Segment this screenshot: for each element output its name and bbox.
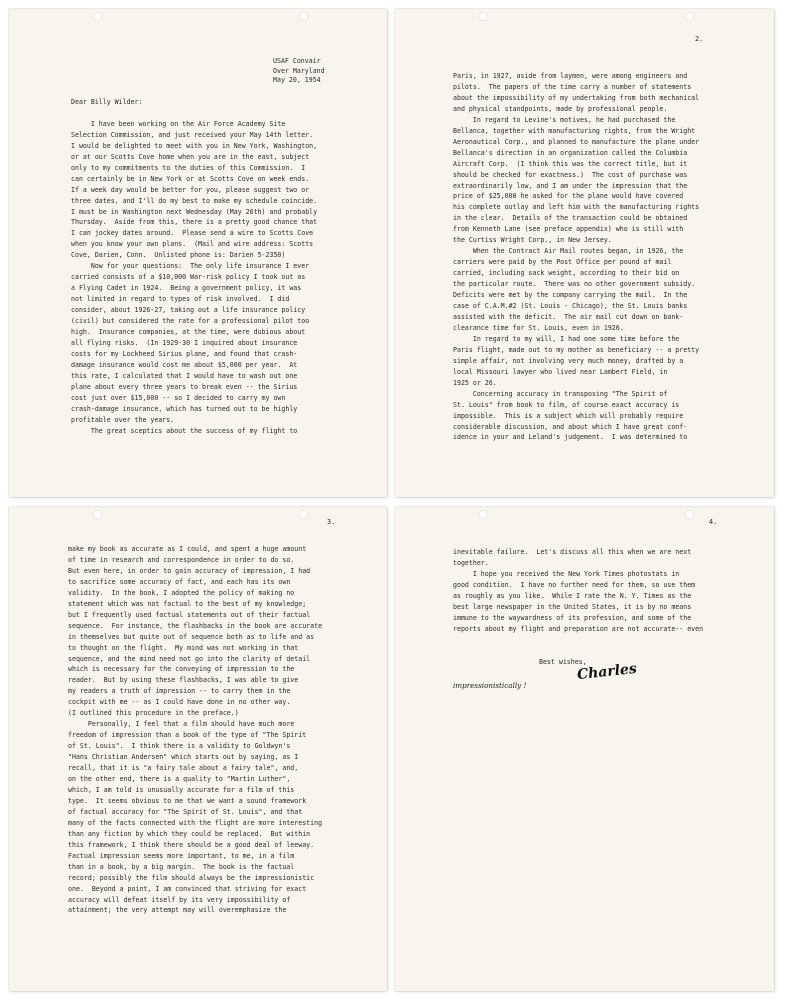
punch-hole bbox=[685, 510, 694, 519]
punch-hole bbox=[685, 12, 694, 21]
dateline: USAF Convair Over Maryland May 20, 1954 bbox=[273, 57, 325, 85]
closing: Best wishes, bbox=[539, 658, 587, 666]
punch-hole bbox=[479, 510, 488, 519]
punch-hole bbox=[479, 12, 488, 21]
handwritten-note: impressionistically ! bbox=[453, 681, 527, 690]
letter-page-2 bbox=[395, 9, 774, 497]
punch-hole bbox=[299, 12, 308, 21]
letter-page-3 bbox=[9, 507, 387, 991]
page-number: 4. bbox=[709, 518, 718, 526]
signature: Charles bbox=[576, 660, 638, 684]
punch-hole bbox=[299, 510, 308, 519]
letter-page-4 bbox=[395, 507, 774, 991]
punch-hole bbox=[93, 510, 102, 519]
letter-page-1 bbox=[9, 9, 387, 497]
letter-body: make my book as accurate as I could, and spent a huge amount of time in research and correspondence in order to do so. But even here, in order to gain accuracy of impression, I had to sacrifice some accuracy of fact, and each has its own validity. In the book, I adopted the policy of making no statement which was not factual to the best of my knowledge; but I frequently used factual statements out of their factual sequence. For instance, the flashbacks in the book are accurate in themselves but quite out of sequence both as to life and as to thought on the flight. My mind was not working in that sequence, and the mind need not go into the clarity of detail which is necessary for the conveying of impression to the reader. But by using these flashbacks, I was able to give my readers a truth of impression -- to carry them in the cockpit with me -- as I could have done in no other way. (I outlined this procedure in the preface.) Personally, I feel that a film should have much more freedom of impression than a book of the type of "The Spirit of St. Louis". I think there is a validity to Goldwyn's "Hans Christian Andersen" which starts out by saying, as I recall, that it is "a fairy tale about a fairy tale", and, on the other end, there is a quality to "Martin Luther", which, I am told is unusually accurate for a film of this type. It seems obvious to me that we want a sound framework of factual accuracy for "The Spirit of St. Louis", and that many of the facts connected with the flight are more interesting than any fiction by which they could be replaced. But within this framework, I think there should be a good deal of leeway. Factual impression seems more important, to me, in a film than in a book, by a big margin. The book is the factual record; possibly the film should always be the impressionistic one. Beyond a point, I am convinced that striving for exact accuracy will defeat itself by its very impossibility of attainment; the very attempt may will overemphasize the bbox=[68, 545, 323, 915]
letter-body: inevitable failure. Let's discuss all this when we are next together. I hope you received the New York Times photostats in good condition. I have no further need for them, so use them as roughly as you like. While I rate the N. Y. Times as the best large newspaper in the United States, it is by no means immune to the waywardness of its profession, and some of the reports about my flight and preparation are not accurate-- even bbox=[453, 548, 704, 633]
page-number: 3. bbox=[327, 518, 336, 526]
page-number: 2. bbox=[695, 35, 704, 43]
punch-hole bbox=[93, 12, 102, 21]
letter-body: Dear Billy Wilder: I have been working on the Air Force Academy Site Selection Commission, and just received your May 14th letter. I would be delighted to meet with you in New York, Washington, or at our Scotts Cove home when you are in the east, subject only to my commitments to the duties of this Commission. I can certainly be in New York or at Scotts Cove on week ends. If a week day would be better for you, please suggest two or three dates, and I'll do my best to make my schedule coincide. I must be in Washington next Wednesday (May 26th) and probably Thursday. Aside from this, there is a pretty good chance that I can jockey dates around. Please send a wire to Scotts Cove when you know your own plans. (Mail and wire address: Scotts Cove, Darien, Conn. Unlisted phone is: Darien 5-2350) Now for your questions: The only life insurance I ever carried consists of a $10,000 War-risk policy I took out as a Flying Cadet in 1924. Being a government policy, it was not limited in regard to types of risk involved. I did consider, about 1926-27, taking out a life insurance policy (civil) but considered the rate for a professional pilot too high. Insurance companies, at the time, were dubious about all flying risks. (In 1929-30 I inquired about insurance costs for my Lockheed Sirius plane, and found that crash- damage insurance would cost me about $5,000 per year. At this rate, I calculated that I would have to wash out one plane about every three years to break even -- the Sirius cost just over $15,000 -- so I decided to carry my own crash-damage insurance, which has turned out to be highly profitable over the years. The great sceptics about the success of my flight to bbox=[71, 98, 318, 435]
letter-body: Paris, in 1927, aside from laymen, were among engineers and pilots. The papers of the time carry a number of statements about the impossibility of my undertaking from both mechanical and physical standpoints, made by professional people. In regard to Levine's motives, he had purchased the Bellanca, together with manufacturing rights, from the Wright Aeronautical Corp., and planned to manufacture the plane under Bellanca's direction in an organization called the Columbia Aircraft Corp. (I think this was the correct title, but it should be checked for exactness.) The cost of purchase was extraordinarily low, and I am under the impression that the price of $25,000 he asked for the plane would have covered his complete outlay and left him with the manufacturing rights in the clear. Details of the transaction could be obtained from Kenneth Lane (see preface appendix) who is still with the Curtiss Wright Corp., in New Jersey. When the Contract Air Mail routes began, in 1926, the carriers were paid by the Post Office per pound of mail carried, including sack weight, according to their bid on the particular route. There was no other government subsidy. Deficits were met by the company carrying the mail. In the case of C.A.M.#2 (St. Louis - Chicago), the St. Louis banks assisted with the deficit. The air mail cut down on bank- clearance time for St. Louis, even in 1926. In regard to my will, I had one some time before the Paris flight, made out to my mother as beneficiary -- a pretty simple affair, not involving very much money, drafted by a local Missouri lawyer who lived near Lambert Field, in 1925 or 26. Concerning accuracy in transposing "The Spirit of St. Louis" from book to film, of course exact accuracy is impossible. This is a subject which will probably require considerable discussion, and about which I have great conf- idence in your and Leland's judgement. I was determined to bbox=[453, 72, 700, 442]
